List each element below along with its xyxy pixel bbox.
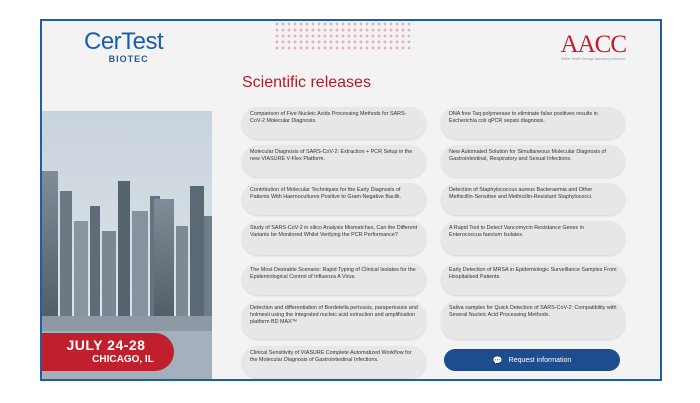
dot-pattern-decoration [274, 21, 414, 51]
release-card-left-6[interactable]: Detection and differentiation of Bordetella pertussis, parapertussis and holmesii using the integrated nucleic acid extraction and amplification platform BD MAX™ [242, 301, 426, 339]
release-card-right-4[interactable]: A Rapid Tool to Detect Vancomycin Resistance Genes in Enterococcus faecium Isolates. [441, 221, 625, 255]
certest-logo-sub: BIOTEC [108, 54, 149, 64]
release-card-left-3[interactable]: Contribution of Molecular Techniques for the Early Diagnosis of Patients With Haemocultures Positive to Gram-Negative Bacilli. [242, 183, 426, 215]
presentation-slide [40, 19, 662, 381]
event-date-ribbon [40, 333, 174, 371]
release-card-right-5[interactable]: Early Detection of MRSA in Epidemiologic Surveillance Samples From Hospitalised Patients. [441, 263, 625, 295]
event-place: CHICAGO, IL [92, 354, 154, 365]
request-information-label: Request information [508, 356, 572, 364]
release-card-right-3[interactable]: Detection of Staphylococcus aureus Bacteraemia and Other Methicillin-Sensitive and Methicillin-Resistant Staphylococci. [441, 183, 625, 215]
release-card-right-2[interactable]: New Automated Solution for Simultaneous Molecular Diagnosis of Gastrointestinal, Respiratory and Sexual Infections. [441, 145, 625, 177]
aacc-logo-tagline: Better health through laboratory medicine [561, 57, 626, 61]
event-dates: JULY 24-28 [66, 337, 146, 353]
release-card-left-7[interactable]: Clinical Sensitivity of VIASURE Complete Automatized Workflow for the Molecular Diagnosis of Gastrointestinal Infections. [242, 346, 426, 378]
release-card-left-1[interactable]: Comparison of Five Nucleic Acids Processing Methods for SARS-CoV-2 Molecular Diagnosis. [242, 107, 426, 139]
release-card-left-2[interactable]: Molecular Diagnosis of SARS-CoV-2: Extraction + PCR Setup in the new VIASURE V-Flex Platform. [242, 145, 426, 177]
page-title: Scientific releases [242, 74, 371, 91]
release-card-left-4[interactable]: Study of SARS-CoV-2 in silico Analysis Mismatches, Can the Different Variants be Monitored Whilst Verifying the PCR Performance? [242, 221, 426, 255]
aacc-logo [561, 33, 626, 61]
certest-logo-text: CerTest [84, 28, 164, 55]
certest-logo [84, 29, 163, 64]
release-card-right-1[interactable]: DNA free Taq polymerase to eliminate false positives results in Escherichia coli qPCR sepsis diagnosis. [441, 107, 625, 139]
request-information-button[interactable] [444, 349, 620, 371]
chat-icon: 💬 [492, 355, 503, 365]
release-card-right-6[interactable]: Saliva samples for Quick Detection of SARS-CoV-2: Compatibility with Several Nucleic Acid Processing Methods. [441, 301, 625, 339]
release-card-left-5[interactable]: The Most Desirable Scenario: Rapid Typing of Clinical Isolates for the Epidemiological Control of Influenza A Virus. [242, 263, 426, 295]
aacc-logo-text: AACC [560, 31, 626, 58]
